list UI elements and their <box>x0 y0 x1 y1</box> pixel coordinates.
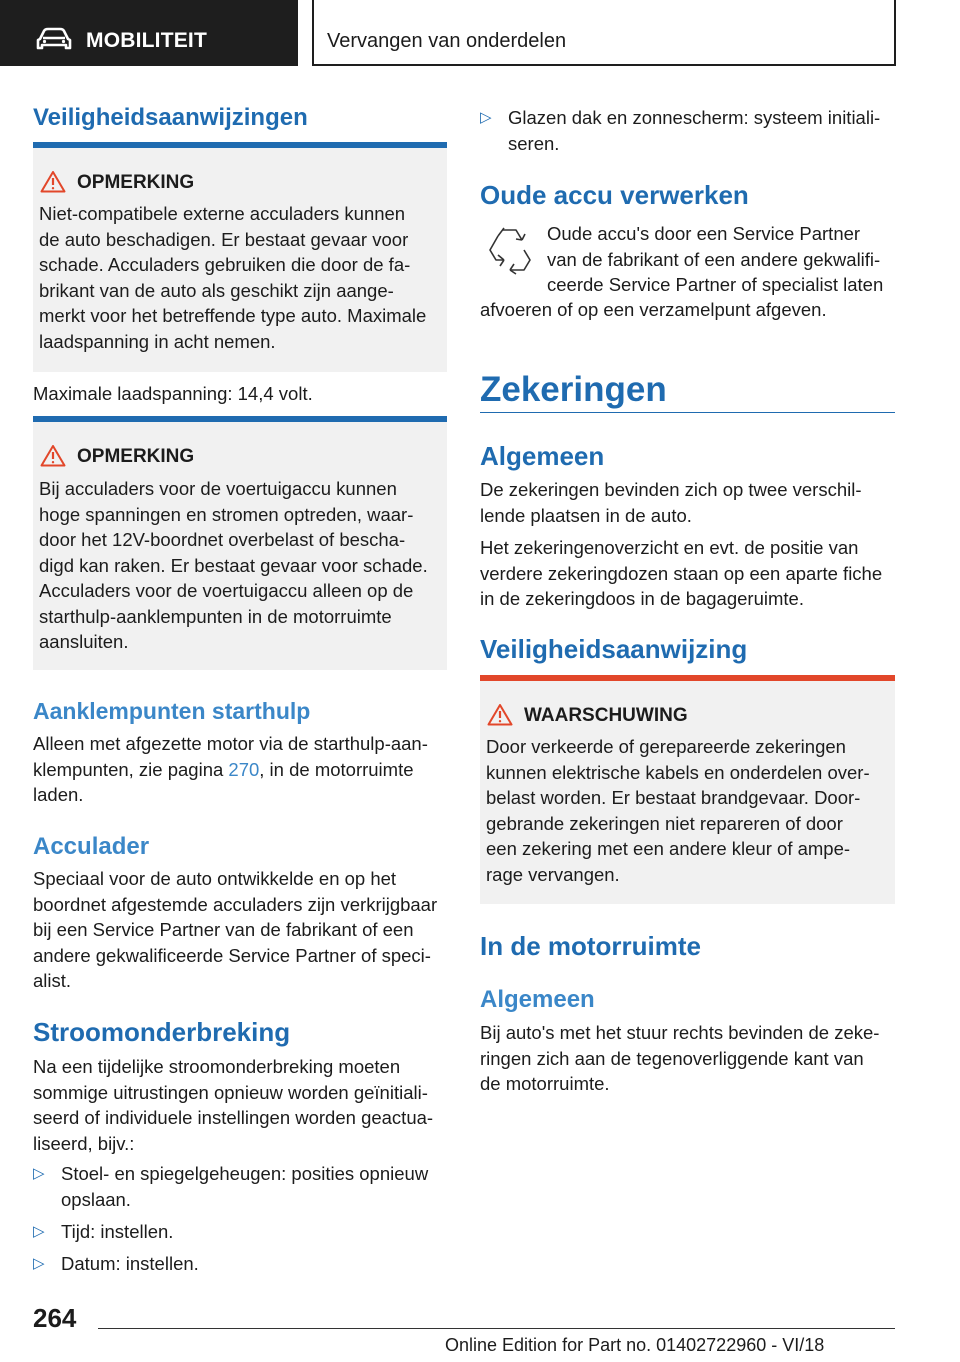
power-line: Na een tijdelijke stroomonderbreking moeten <box>33 1056 401 1077</box>
power-heading: Stroomonderbreking <box>33 1017 291 1047</box>
old-battery-line: van de fabrikant of een andere gekwalifi- <box>547 248 881 270</box>
charger-heading: Acculader <box>33 833 150 860</box>
triangle-bullet-icon: ▷ <box>33 1223 45 1240</box>
triangle-bullet-icon: ▷ <box>33 1255 45 1272</box>
general-heading: Algemeen <box>480 441 605 471</box>
engine-heading: In de motorruimte <box>480 931 702 961</box>
jump-line: laden. <box>33 784 84 805</box>
overview-line: Het zekeringenoverzicht en evt. de positie van <box>480 537 859 558</box>
charger-line: boordnet afgestemde acculaders zijn verkrijgbaar <box>33 893 438 915</box>
power-line: liseerd, bijv.: <box>33 1132 135 1154</box>
engine-text <box>480 1020 879 1097</box>
note-bar <box>33 142 447 148</box>
note-line: Niet-compatibele externe acculaders kunnen <box>39 203 406 224</box>
note-line: brikant van de auto als geschikt zijn aange- <box>39 279 394 301</box>
warning-line: rage vervangen. <box>486 863 620 885</box>
warning-text <box>486 734 889 887</box>
charger-line: alist. <box>33 970 72 991</box>
list-item-line: opslaan. <box>61 1188 131 1210</box>
note-text <box>39 201 441 354</box>
edition-text: Online Edition for Part no. 01402722960 - VI/18 <box>445 1335 825 1355</box>
warning-box <box>480 675 895 904</box>
charger-line: bij een Service Partner van de fabrikant of een <box>33 919 414 940</box>
list-item-line: seren. <box>508 132 560 154</box>
recycle-icon <box>484 224 534 276</box>
heading-rule <box>480 412 895 413</box>
engine-line: ringen zich aan de tegenoverliggende kant van <box>480 1047 864 1069</box>
overview-text <box>480 535 882 612</box>
warning-triangle-icon <box>40 170 66 193</box>
list-item-line: Datum: instellen. <box>61 1253 199 1274</box>
note-line: digd kan raken. Er bestaat gevaar voor schade. <box>39 554 428 576</box>
list-item-line: Glazen dak en zonnescherm: systeem initiali- <box>508 107 881 128</box>
note-label: OPMERKING <box>77 446 195 467</box>
jump-line-pre: klempunten, zie pagina <box>33 758 229 780</box>
jump-line: Alleen met afgezette motor via de starthulp-aan- <box>33 733 428 754</box>
safety-heading-right: Veiligheidsaanwijzing <box>480 634 748 664</box>
list-item <box>33 1161 428 1212</box>
note-label: OPMERKING <box>77 172 195 193</box>
old-battery-last: afvoeren of op een verzamelpunt afgeven. <box>480 299 827 320</box>
old-battery-heading: Oude accu verwerken <box>480 180 749 210</box>
warning-triangle-icon <box>487 703 513 726</box>
warning-triangle-icon <box>40 444 66 467</box>
list-item-line: Tijd: instellen. <box>61 1221 174 1242</box>
warning-label: WAARSCHUWING <box>524 705 688 726</box>
note-line: door het 12V-boordnet overbelast of bescha- <box>39 529 406 550</box>
power-line: seerd of individuele instellingen worden geactua- <box>33 1107 434 1128</box>
general-line: De zekeringen bevinden zich op twee verschil- <box>480 479 862 500</box>
note-box-1 <box>33 142 447 372</box>
jump-line-post: , in de motorruimte <box>259 758 414 780</box>
old-battery-text <box>547 221 883 298</box>
car-icon <box>36 27 72 51</box>
max-voltage-text: Maximale laadspanning: 14,4 volt. <box>33 383 313 404</box>
general-line: lende plaatsen in de auto. <box>480 504 692 526</box>
jump-line <box>33 757 428 783</box>
note-line: de auto beschadigen. Er bestaat gevaar voor <box>39 228 409 250</box>
charger-line: andere gekwalificeerde Service Partner of speci- <box>33 944 431 966</box>
fuses-heading: Zekeringen <box>480 370 667 409</box>
engine-general-heading: Algemeen <box>480 986 595 1013</box>
note-line: aansluiten. <box>39 631 129 652</box>
warning-line: Door verkeerde of gerepareerde zekeringen <box>486 736 846 757</box>
chapter-title: Vervangen van onderdelen <box>327 30 567 52</box>
list-item-line: Stoel- en spiegelgeheugen: posities opnieuw <box>61 1163 429 1184</box>
note-line: schade. Acculaders gebruiken die door de fa- <box>39 254 411 275</box>
note-line: Bij acculaders voor de voertuigaccu kunnen <box>39 478 397 499</box>
general-text <box>480 477 862 528</box>
list-item <box>480 105 880 156</box>
note-line: Acculaders voor de voertuigaccu alleen op de <box>39 580 414 601</box>
triangle-bullet-icon: ▷ <box>33 1165 45 1182</box>
warning-line: kunnen elektrische kabels en onderdelen over- <box>486 761 870 783</box>
page-number: 264 <box>33 1303 77 1333</box>
jump-heading: Aanklempunten starthulp <box>33 698 311 724</box>
old-battery-line: Oude accu's door een Service Partner <box>547 223 861 244</box>
charger-line: Speciaal voor de auto ontwikkelde en op het <box>33 868 397 889</box>
page-link[interactable]: 270 <box>228 758 260 780</box>
triangle-bullet-icon: ▷ <box>480 109 492 126</box>
engine-line: Bij auto's met het stuur rechts bevinden de zeke- <box>480 1022 880 1043</box>
power-line: sommige uitrustingen opnieuw worden geïnitiali- <box>33 1081 428 1103</box>
old-battery-line: ceerde Service Partner of specialist laten <box>547 274 884 295</box>
overview-line: verdere zekeringdozen staan op een aparte fiche <box>480 562 883 584</box>
list-item <box>33 1251 199 1277</box>
overview-line: in de zekeringdoos in de bagageruimte. <box>480 588 804 609</box>
note-line: laadspanning in acht nemen. <box>39 330 276 352</box>
warning-bar <box>480 675 895 681</box>
engine-line: de motorruimte. <box>480 1073 610 1094</box>
warning-line: gebrande zekeringen niet repareren of door <box>486 812 843 834</box>
note-line: hoge spanningen en stromen optreden, waar- <box>39 503 414 525</box>
section-label: MOBILITEIT <box>86 29 207 52</box>
note-text <box>39 476 441 655</box>
safety-heading: Veiligheidsaanwijzingen <box>33 104 308 131</box>
jump-text <box>33 731 428 808</box>
note-line: starthulp-aanklempunten in de motorruimte <box>39 605 392 627</box>
warning-line: een zekering met een andere kleur of ampe- <box>486 838 851 859</box>
power-text <box>33 1054 433 1156</box>
charger-text <box>33 866 437 994</box>
note-bar <box>33 416 447 422</box>
footer-rule <box>98 1328 895 1329</box>
list-item <box>33 1219 173 1245</box>
section-tab <box>0 0 298 66</box>
warning-line: belast worden. Er bestaat brandgevaar. Door- <box>486 787 861 808</box>
note-box-2 <box>33 416 447 670</box>
note-line: merkt voor het betreffende type auto. Maximale <box>39 305 427 326</box>
chapter-header <box>312 0 896 66</box>
